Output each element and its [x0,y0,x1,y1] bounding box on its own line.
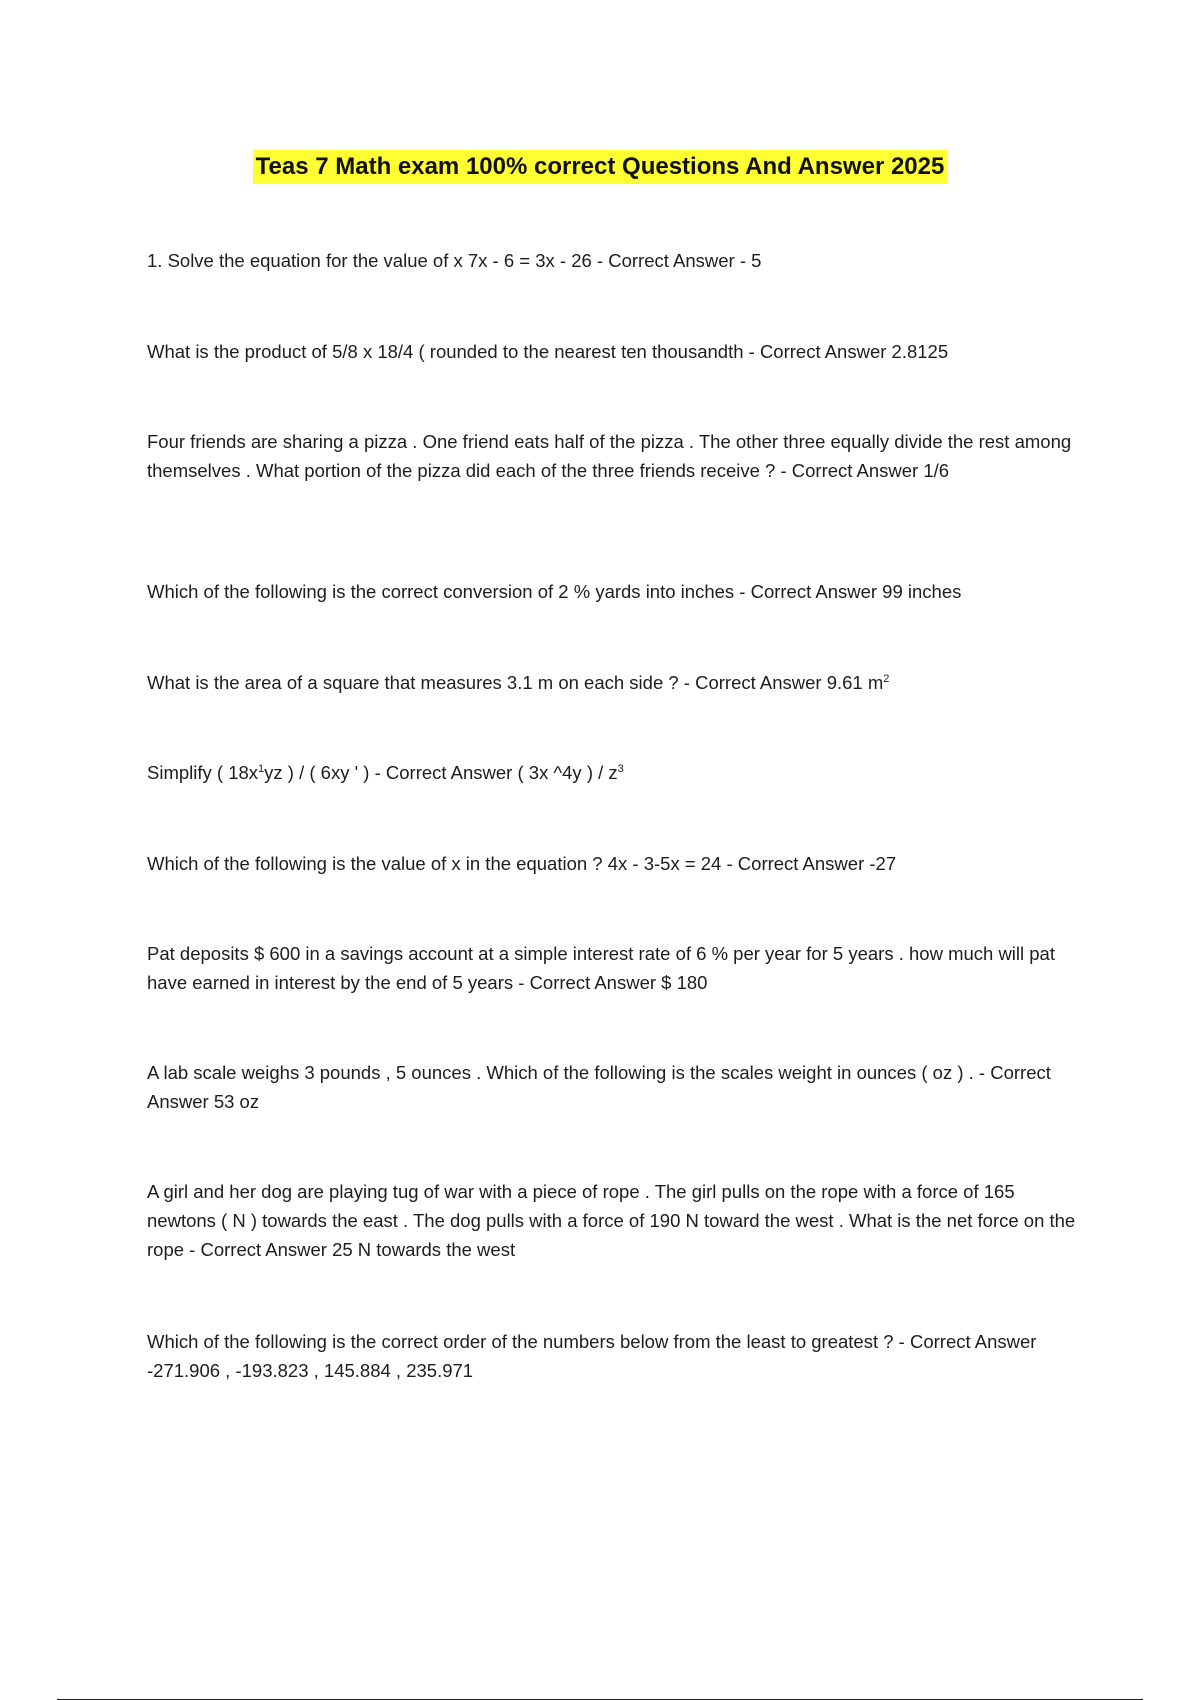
qa-item-7: Which of the following is the value of x in the equation ? 4x - 3-5x = 24 - Correct Answer -27 [147,853,897,874]
qa-item-5-text: What is the area of a square that measures 3.1 m on each side ? - Correct Answer 9.61 m [147,672,884,693]
title-container [0,150,1200,184]
qa-item-3: Four friends are sharing a pizza . One friend eats half of the pizza . The other three equally divide the rest among themselves . What portion of the pizza did each of the three friends receive ? - Correct Answer 1/6 [147,431,1072,481]
qa-item-9: A lab scale weighs 3 pounds , 5 ounces . Which of the following is the scales weight in ounces ( oz ) . - Correct Answer 53 oz [147,1062,1051,1112]
qa-item-6-text-b: yz ) / ( 6xy ' ) - Correct Answer ( 3x ^4y ) / z [264,762,618,783]
qa-item-4: Which of the following is the correct conversion of 2 % yards into inches - Correct Answer 99 inches [147,581,962,602]
qa-item-2: What is the product of 5/8 x 18/4 ( rounded to the nearest ten thousandth - Correct Answer 2.8125 [147,341,949,362]
qa-item-5 [147,668,889,697]
document-title: Teas 7 Math exam 100% correct Questions And Answer 2025 [253,150,948,184]
qa-item-5-superscript: 2 [883,672,890,685]
qa-item-6-superscript-a: 1 [258,762,265,775]
qa-item-1: 1. Solve the equation for the value of x 7x - 6 = 3x - 26 - Correct Answer - 5 [147,250,762,271]
qa-item-6 [147,758,624,787]
qa-item-10: A girl and her dog are playing tug of war with a piece of rope . The girl pulls on the rope with a force of 165 newtons ( N ) towards the east . The dog pulls with a force of 190 N toward the west . What is the net force on the rope - Correct Answer 25 N towards the west [147,1181,1076,1260]
qa-item-6-superscript-b: 3 [617,762,624,775]
qa-item-6-text-a: Simplify ( 18x [147,762,259,783]
qa-item-8: Pat deposits $ 600 in a savings account at a simple interest rate of 6 % per year for 5 years . how much will pat have earned in interest by the end of 5 years - Correct Answer $ 180 [147,943,1055,993]
qa-item-11: Which of the following is the correct order of the numbers below from the least to greatest ? - Correct Answer -271.906 , -193.823 , 145.884 , 235.971 [147,1331,1037,1381]
